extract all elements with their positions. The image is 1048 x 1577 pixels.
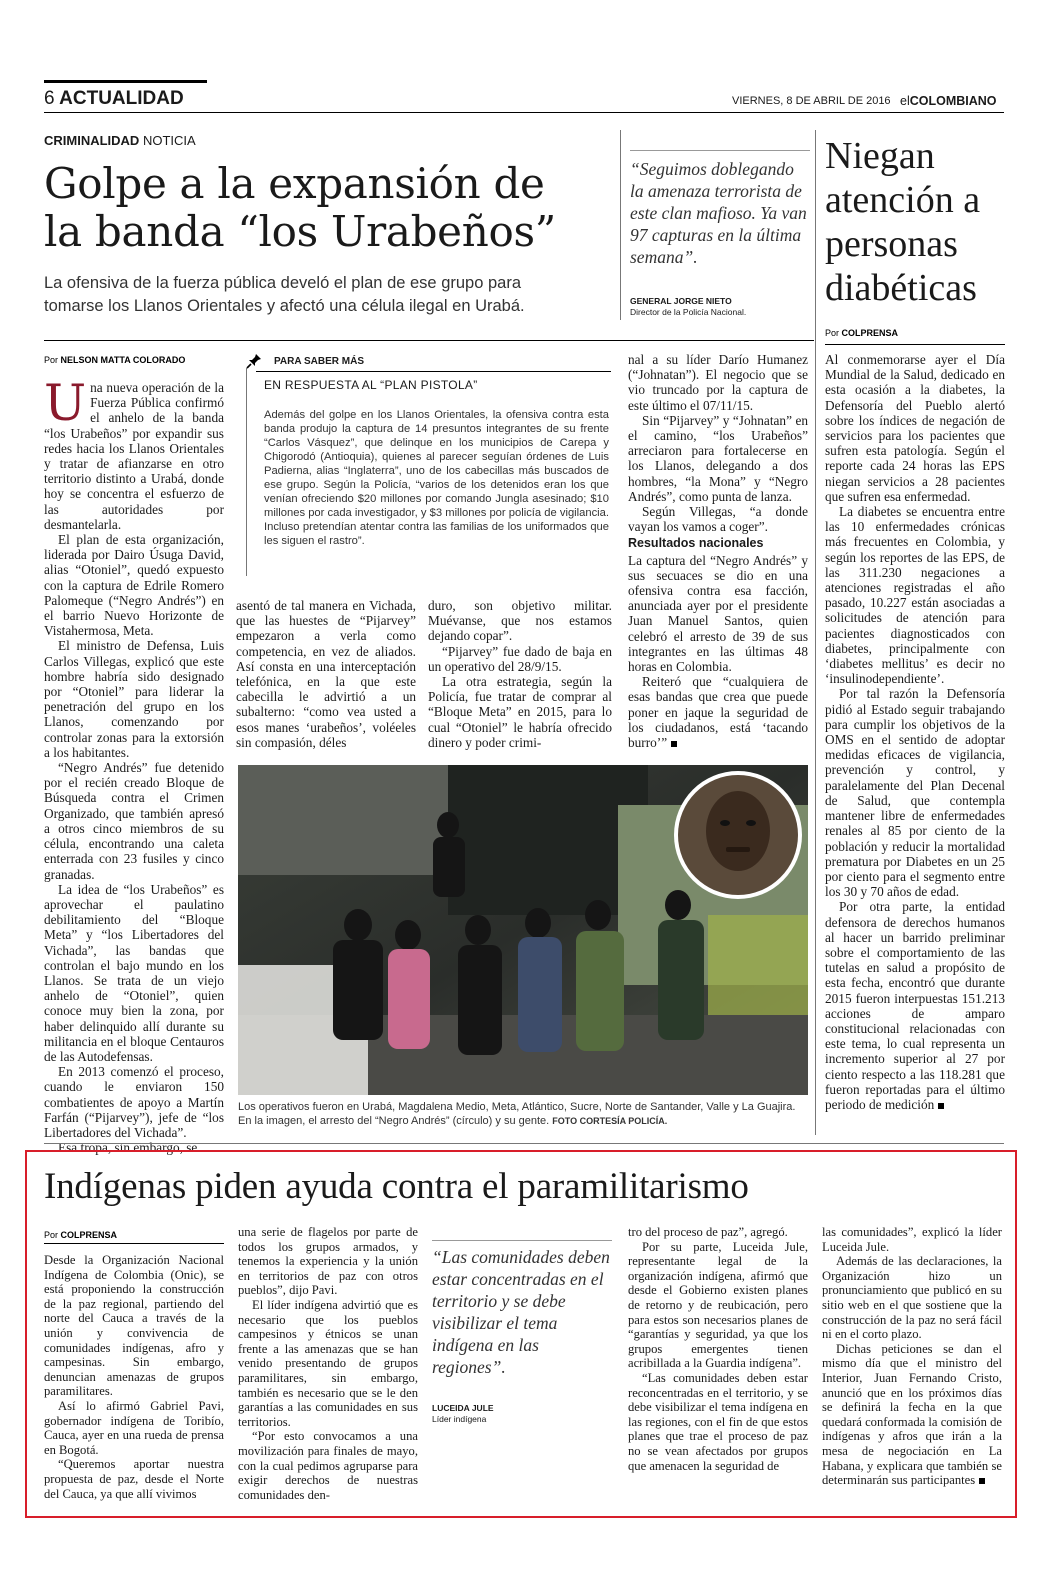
caption-text: Los operativos fueron en Urabá, Magdalena Medio, Meta, Atlántico, Sucre, Norte de Santander, Valle y La Guajira. En la imagen, el arresto del “Negro Andrés” (círculo) y su gente.: [238, 1101, 796, 1127]
paragraph: Por otra parte, la entidad defensora de derechos humanos al hacer un barrido preliminar sobre el comportamiento de las tutelas en salud a propósito de esta fecha, encontró que durante 2015 fueron interpuestas 151.213 acciones de amparo constitucional relacionadas con este tema, lo cual representa un incremento superior al 27 por ciento respecto a las 118.281 que fueron reportadas para el último periodo de medición: [825, 899, 1005, 1112]
paragraph: La captura del “Negro Andrés” y sus secuaces se dio en una ofensiva contra esa facción, anunciada ayer por el presidente Juan Manuel Santos, quien celebró el arresto de 39 de sus integrantes en las últimas 48 horas en Colombia.: [628, 552, 808, 675]
sidebar-text: Además del golpe en los Llanos Orientales, la ofensiva contra esta banda produjo la captura de 14 presuntos integrantes de su frente “Carlos Vásquez”, que delinque en los municipios de Carepa y Chigorodó (Antioquia), quienes al parecer seguían órdenes de Luis Padierna, alias “Inglaterra”, uno de los cabecillas más buscados de ese grupo. Según la Policía, “varios de los detenidos eran los que venían ofreciendo $20 millones por comando Jungla asesinado; $10 millones por cada investigador, y $3 millones por policía de vigilancia. Incluso pretendían atentar contra las familias de los uniformados que les siguen el rastro”.: [264, 409, 609, 547]
paragraph: El líder indígena advirtió que es necesario que los pueblos campesinos y étnicos se unan frente a las amenazas que se han venido presentando de grupos paramilitares, sin embargo, también es necesario que se le den garantías a las comunidades en sus territorios.: [238, 1297, 418, 1429]
page-divider: [44, 1143, 1004, 1144]
byline-author: COLPRENSA: [841, 328, 899, 338]
subheading: Resultados nacionales: [628, 536, 764, 551]
headline-bottom-rule: [44, 340, 814, 341]
main-col-4: [628, 352, 808, 750]
pull-quote: “Seguimos doblegando la amenaza terrorista de este clan mafioso. Ya van 97 capturas en la última semana”.: [630, 159, 807, 267]
paragraph: Por su parte, Luceida Jule, representante legal de la organización indígena, afirmó que desde el Gobierno existen planes de retorno y de reubicación, pero para estos son necesarios planes de “garantías y seguridad, ya que los grupos emergentes tienen acribillada a la Guardia indígena”.: [628, 1239, 808, 1371]
paragraph: tro del proceso de paz”, agregó.: [628, 1225, 788, 1239]
sidebar-label: PARA SABER MÁS: [274, 356, 365, 367]
end-mark-icon: [979, 1478, 985, 1484]
paragraph: una serie de flagelos por parte de todos los grupos armados, y tenemos la experiencia y la unión en territorios de paz con otros pueblos”, dijo Pavi.: [238, 1225, 418, 1298]
bottom-col-3: [628, 1225, 808, 1473]
side-rule: [825, 344, 1005, 345]
drop-cap: U: [44, 374, 87, 432]
section-header: [44, 88, 184, 110]
sidebar-rule: [256, 371, 611, 372]
paragraph: Así lo afirmó Gabriel Pavi, gobernador indígena de Toribío, Cauca, ayer en una rueda de prensa en Bogotá.: [44, 1398, 224, 1457]
paragraph: El plan de esta organización, liderada por Dairo Úsuga David, alias “Otoniel”, quedó expuesto con la captura de Edrile Romero Palomeque (“Negro Andrés”) en el barrio Nuevo Horizonte de Vistahermosa, Meta.: [44, 532, 224, 639]
kicker-type: NOTICIA: [142, 133, 196, 148]
kicker-section: CRIMINALIDAD: [44, 133, 140, 148]
column-rule: [815, 130, 816, 1135]
paragraph: Dichas peticiones se dan el mismo día que el ministro del Interior, Juan Fernando Cristo, anunció que en los próximos días se definirá la fecha en la que quedará conformada la comisión de indígenas y afros que irán a la mesa de negociación en La Habana, y explicara que también se determinarán sus participantes: [822, 1341, 1002, 1488]
main-headline: [44, 160, 556, 256]
paragraph: Al conmemorarse ayer el Día Mundial de la Salud, dedicado en esta ocasión a la diabetes, la Defensoría del Pueblo alertó sobre los índices de negación de servicios para los pacientes que sufren esta patología. Según el reporte cada 24 horas las EPS niegan servicios a 28 pacientes que sufren esa enfermedad.: [825, 352, 1005, 504]
pull-quote-author: GENERAL JORGE NIETO: [630, 296, 732, 306]
paragraph: Sin “Pijarvey” y “Johnatan” en el camino, “los Urabeños” arreciaron para fortalecerse en los Llanos, delegando a dos hombres, “la Mona” y “Negro Andrés”, como punta de lanza.: [628, 412, 808, 504]
paragraph: Por tal razón la Defensoría pidió al Estado seguir trabajando para cumplir los objetivos de la OMS en el sentido de adoptar medidas eficaces de vigilancia, prevención y control, y paralelamente del Plan Decenal de Salud, que contempla mantener libre de enfermedades renales al 85 por ciento de la población y reducir la mortalidad prematura por Diabetes en un 25 por ciento para el segmento entre los 30 y 70 años de edad.: [825, 686, 1005, 900]
byline-author: COLPRENSA: [60, 1230, 118, 1240]
headline-line-1: Golpe a la expansión de: [44, 159, 545, 208]
kicker: [44, 133, 196, 148]
paragraph: “Por esto convocamos a una movilización para finales de mayo, con la cual pedimos agruparse para exigir derechos de nuestras comunidades den-: [238, 1429, 418, 1502]
bottom-col-2: [238, 1225, 418, 1502]
page-number: 6: [44, 88, 55, 109]
bottom-quote-role: Líder indígena: [432, 1414, 487, 1424]
paragraph: La diabetes se encuentra entre las 10 enfermedades crónicas más frecuentes en Colombia, y según los reportes de las EPS, de las 311.230 negaciones a atenciones registradas el año pasado, 10.227 están asociadas a solicitudes de atención para pacientes diagnosticados con diabetes, principalmente con ‘diabetes mellitus’ es decir no ‘insulinodependiente’.: [825, 504, 1005, 687]
paragraph: La idea de “los Urabeños” es aprovechar el paulatino debilitamiento del “Bloque Meta” y “los Libertadores del Vichada”, las bandas que controlan el bajo mundo en los Llanos. Se trata de un viejo anhelo de “Otoniel”, quien conoce muy bien la zona, por haber delinquido allí durante su militancia en el bloque Centauros de las Autodefensas.: [44, 881, 224, 1064]
main-col-2: [236, 598, 416, 750]
paragraph: na nueva operación de la Fuerza Pública confirmó el anhelo de la banda “los Urabeños” por expandir sus redes hacia los Llanos Orientales y tratar de afianzarse en otro territorio distinto a Urabá, donde hoy se concentra el esfuerzo de las autoridades por desmantelarla.: [44, 380, 224, 532]
bottom-headline: Indígenas piden ayuda contra el paramilitarismo: [44, 1166, 749, 1207]
bottom-pull-quote: “Las comunidades deben estar concentradas en el territorio y se debe visibilizar el tema indígena en las regiones”.: [432, 1247, 610, 1377]
paragraph: nal a su líder Darío Humanez (“Johnatan”). El negocio que se vio truncado por la captura de este último el 07/11/15.: [628, 352, 808, 413]
bottom-byline: [44, 1230, 117, 1240]
paragraph: “Negro Andrés” fue detenido por el recién creado Bloque de Búsqueda contra el Crimen Organizado, que también apresó a otros cinco miembros de su célula, encontrando una caleta enterrada con 23 fusiles y cinco granadas.: [44, 760, 224, 882]
side-byline: [825, 328, 898, 338]
paragraph: Según Villegas, “a donde vayan los vamos a coger”.: [628, 504, 808, 535]
quote-rule: [630, 150, 810, 151]
byline-prefix: Por: [825, 328, 840, 338]
bottom-col-4: [822, 1225, 1002, 1488]
news-photo: [238, 765, 808, 1095]
byline-prefix: Por: [44, 1230, 59, 1240]
photo-caption: [238, 1100, 808, 1128]
bottom-byline-rule: [44, 1243, 224, 1244]
byline-author: NELSON MATTA COLORADO: [60, 355, 186, 365]
paragraph: las comunidades”, explicó la líder Luceida Jule.: [822, 1225, 1002, 1254]
bottom-col-1: [44, 1253, 224, 1501]
deck-line-1: La ofensiva de la fuerza pública develó el plan de ese grupo para: [44, 274, 522, 292]
paragraph: La otra estrategia, según la Policía, fue tratar de comprar al “Bloque Meta” en 2015, para lo cual “Otoniel” le habría ofrecido dinero y poder crimi-: [428, 674, 612, 750]
paragraph: Esa tropa, sin embargo, se: [58, 1140, 198, 1156]
column-rule: [620, 130, 621, 320]
paragraph: En 2013 comenzó el proceso, cuando le enviaron 150 combatientes de apoyo a Martín Farfán (“Pijarvey”), jefe de “los Libertadores del Vichada”.: [44, 1064, 224, 1140]
headline-line-2: la banda “los Urabeños”: [44, 207, 556, 256]
quote-rule: [432, 1240, 612, 1241]
logo-prefix: el: [900, 94, 910, 108]
paragraph: Reiteró que “cualquiera de esas bandas que crea que puede poner en jaque la seguridad de los ciudadanos, está ‘tacando burro’”: [628, 674, 808, 751]
side-body: [825, 352, 1005, 1112]
paragraph: asentó de tal manera en Vichada, que las huestes de “Pijarvey” empezaron a verla como competencia, en vez de aliados. Así consta en una interceptación telefónica, en la que este cabecilla le advirtió a un subalterno: “como vea usted a esos manes ‘urabeños’, voléeles sin compasión, déles: [236, 598, 416, 750]
paragraph: El ministro de Defensa, Luis Carlos Villegas, explicó que este hombre habría sido designado por “Otoniel” para liderar la penetración del grupo en los Llanos, comenzando por controlar zonas para la extorsión a los habitantes.: [44, 638, 224, 760]
paragraph: Desde la Organización Nacional Indígena de Colombia (Onic), se está proponiendo la construcción de la paz regional, partiendo del norte del Cauca a través de la unión y convivencia de comunidades indígenas, afro y campesinas. Sin embargo, denuncian amenazas de grupos paramilitares.: [44, 1253, 224, 1399]
masthead-logo: [900, 94, 997, 108]
logo-brand: COLOMBIANO: [909, 94, 997, 108]
main-deck: [44, 272, 525, 318]
pull-quote-role: Director de la Policía Nacional.: [630, 307, 747, 317]
section-name: ACTUALIDAD: [59, 88, 184, 109]
photo-credit: FOTO CORTESÍA POLICÍA.: [552, 1116, 668, 1126]
paragraph: “Pijarvey” fue dado de baja en un operativo del 28/9/15.: [428, 643, 612, 674]
paragraph: duro, son objetivo militar. Muévanse, que nos estamos dejando copar”.: [428, 598, 612, 644]
main-byline: [44, 355, 185, 365]
main-col-3: [428, 598, 612, 750]
paragraph: “Queremos aportar nuestra propuesta de paz, desde el Norte del Cauca, ya que allí vivimos: [44, 1457, 224, 1501]
header-rule-left: [44, 80, 207, 83]
side-headline: Niegan atención a personas diabéticas: [825, 135, 981, 309]
sidebar-left-rule: [246, 368, 247, 576]
sidebar-box: [236, 350, 614, 575]
end-mark-icon: [938, 1103, 944, 1109]
bottom-quote-author: LUCEIDA JULE: [432, 1403, 494, 1413]
paragraph: “Las comunidades deben estar reconcentradas en el territorio, y se debe visibilizar el tema indígena en las regiones, con el fin de que estos planes que trae el proceso de paz no se vean afectados por grupos que amenacen la seguridad de: [628, 1370, 808, 1473]
pushpin-icon: [246, 353, 262, 369]
paragraph: Además de las declaraciones, la Organización hizo un pronunciamiento que publicó en su sitio web en el que sostiene que la construcción de la paz no será fácil ni en el corto plazo.: [822, 1254, 1002, 1342]
byline-prefix: Por: [44, 355, 59, 365]
deck-line-2: tomarse los Llanos Orientales y afectó una célula ilegal en Urabá.: [44, 297, 525, 315]
sidebar-title: EN RESPUESTA AL “PLAN PISTOLA”: [264, 378, 478, 392]
end-mark-icon: [671, 741, 677, 747]
header-rule: [44, 112, 1004, 113]
main-col-1: [44, 374, 224, 1156]
issue-date: VIERNES, 8 DE ABRIL DE 2016: [732, 95, 891, 107]
